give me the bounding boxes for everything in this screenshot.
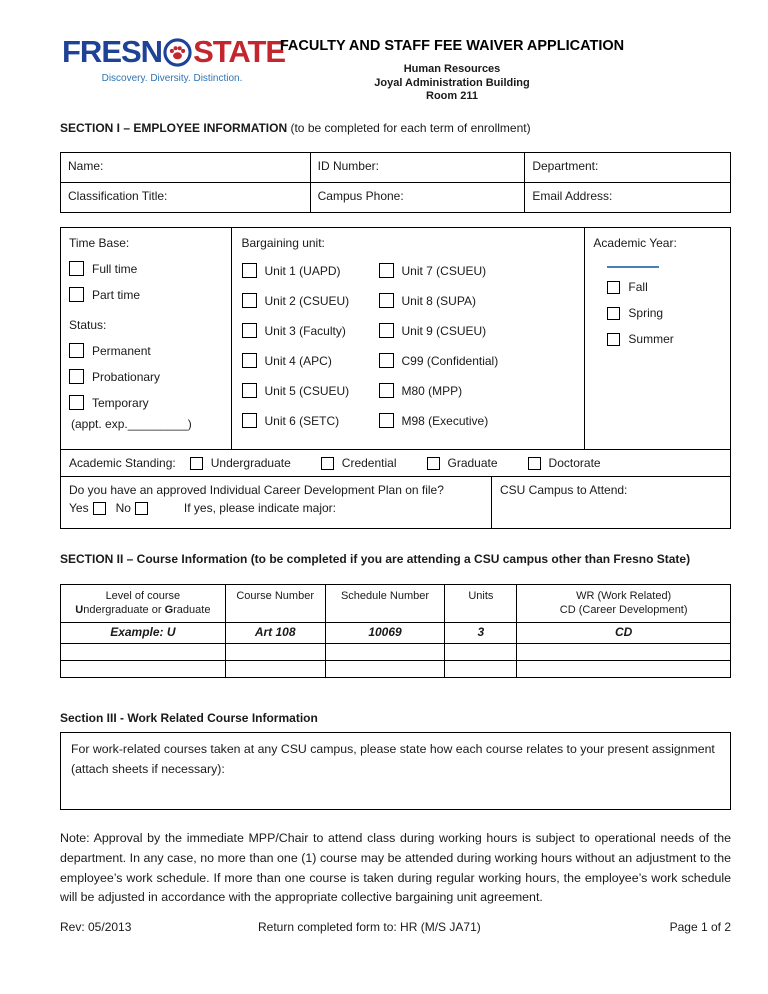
graduate-checkbox[interactable] — [427, 457, 440, 470]
level-end: raduate — [173, 604, 211, 616]
csu-campus-label: CSU Campus to Attend: — [500, 483, 628, 497]
level-u: U — [75, 604, 84, 616]
page-footer — [60, 920, 731, 934]
status-label: Status: — [69, 318, 107, 332]
undergraduate-checkbox[interactable] — [190, 457, 203, 470]
subtitle-building: Joyal Administration Building — [374, 76, 530, 89]
probationary-option — [69, 369, 225, 384]
summer-option — [607, 332, 724, 346]
entry-course-cell[interactable] — [226, 661, 326, 678]
full-time-checkbox[interactable] — [69, 261, 84, 276]
undergraduate-label: Undergraduate — [210, 456, 291, 470]
m98-option — [379, 413, 577, 428]
permanent-label: Permanent — [92, 343, 151, 358]
unit-4-label: Unit 4 (APC) — [264, 353, 332, 368]
name-field[interactable] — [61, 153, 311, 183]
m80-option — [379, 383, 577, 398]
unit-8-label: Unit 8 (SUPA) — [401, 293, 476, 308]
section1-heading — [60, 121, 731, 135]
unit-7-checkbox[interactable] — [379, 263, 394, 278]
department-label: Department: — [532, 159, 599, 173]
unit-1-option — [242, 263, 379, 278]
bargaining-unit-label: Bargaining unit: — [241, 236, 325, 250]
classification-title-field[interactable] — [61, 183, 311, 213]
career-plan-answer-row — [69, 501, 483, 515]
entry-wr-cell[interactable] — [517, 661, 731, 678]
entry-course-cell[interactable] — [226, 644, 326, 661]
wr-header-line2: CD (Career Development) — [559, 604, 688, 616]
permanent-checkbox[interactable] — [69, 343, 84, 358]
m98-checkbox[interactable] — [379, 413, 394, 428]
paw-icon — [163, 38, 192, 67]
logo-text-fresn: FRESN — [62, 34, 163, 69]
unit-3-option — [242, 323, 379, 338]
course-number-header-cell: Course Number — [226, 585, 326, 623]
academic-standing-row — [60, 450, 731, 477]
doctorate-checkbox[interactable] — [528, 457, 541, 470]
entry-units-cell[interactable] — [445, 661, 517, 678]
return-instructions: Return completed form to: HR (M/S JA71) — [258, 920, 481, 934]
logo-text-state: STATE — [193, 34, 286, 69]
section3-heading: Section III - Work Related Course Information — [60, 711, 318, 725]
academic-year-column — [584, 228, 730, 449]
employee-info-row — [61, 153, 731, 183]
doctorate-label: Doctorate — [548, 456, 601, 470]
bargaining-units-right — [379, 263, 577, 443]
unit-7-label: Unit 7 (CSUEU) — [401, 263, 487, 278]
probationary-checkbox[interactable] — [69, 369, 84, 384]
summer-label: Summer — [628, 332, 674, 346]
email-address-field[interactable] — [525, 183, 731, 213]
course-table-header-row — [61, 585, 731, 623]
fresno-state-logo — [62, 34, 286, 84]
logo-wordmark — [62, 34, 286, 70]
part-time-checkbox[interactable] — [69, 287, 84, 302]
example-wr-cell: CD — [517, 623, 731, 644]
unit-2-checkbox[interactable] — [242, 293, 257, 308]
example-level-cell: Example: U — [61, 623, 226, 644]
unit-1-checkbox[interactable] — [242, 263, 257, 278]
credential-label: Credential — [341, 456, 397, 470]
yes-checkbox[interactable] — [93, 502, 106, 515]
fall-checkbox[interactable] — [607, 281, 620, 294]
probationary-label: Probationary — [92, 369, 161, 384]
no-label: No — [115, 501, 131, 515]
m80-label: M80 (MPP) — [401, 383, 463, 398]
unit-3-checkbox[interactable] — [242, 323, 257, 338]
temporary-option — [69, 395, 225, 410]
summer-checkbox[interactable] — [607, 333, 620, 346]
unit-4-checkbox[interactable] — [242, 353, 257, 368]
unit-9-label: Unit 9 (CSUEU) — [401, 323, 487, 338]
graduate-option — [427, 456, 498, 470]
unit-9-checkbox[interactable] — [379, 323, 394, 338]
classification-title-label: Classification Title: — [68, 189, 168, 203]
section2-heading: SECTION II – Course Information (to be completed if you are attending a CSU campus other than Fresno State) — [60, 552, 691, 566]
schedule-number-header-cell: Schedule Number — [326, 585, 446, 623]
permanent-option — [69, 343, 225, 358]
career-plan-cell[interactable] — [61, 477, 491, 528]
temporary-label: Temporary — [92, 395, 149, 410]
example-schedule-cell: 10069 — [326, 623, 446, 644]
example-course-cell: Art 108 — [226, 623, 326, 644]
section1-heading-title: SECTION I – EMPLOYEE INFORMATION — [60, 121, 288, 135]
work-related-explanation-label: For work-related courses taken at any CSU campus, please state how each course relates to your present assignment (attach sheets if necessary): — [71, 742, 715, 776]
doctorate-option — [528, 456, 601, 470]
course-table-example-row — [61, 623, 731, 644]
level-mid: ndergraduate or — [83, 604, 165, 616]
subtitle-human-resources: Human Resources — [403, 63, 501, 75]
bargaining-unit-options — [242, 263, 577, 443]
page-number: Page 1 of 2 — [669, 920, 731, 934]
entry-units-cell[interactable] — [445, 644, 517, 661]
unit-6-checkbox[interactable] — [242, 413, 257, 428]
approval-note: Note: Approval by the immediate MPP/Chair to attend class during working hours is subject to operational needs of the department. In any case, no more than one (1) course may be attended during working hours without an adjustment to the employee’s work schedule. If more than one course is taken during regular working hours, the employee’s work schedule will be adjusted in accordance with the appropriate collective bargaining unit agreement. — [60, 831, 731, 905]
entry-level-cell[interactable] — [61, 661, 226, 678]
credential-option — [321, 456, 397, 470]
unit-2-label: Unit 2 (CSUEU) — [264, 293, 350, 308]
appt-exp-field[interactable]: (appt. exp._________) — [71, 417, 192, 431]
undergraduate-option — [190, 456, 291, 470]
employee-info-row — [61, 183, 731, 213]
employee-info-table — [60, 152, 731, 213]
unit-4-option — [242, 353, 379, 368]
entry-wr-cell[interactable] — [517, 644, 731, 661]
time-base-status-column — [61, 228, 231, 449]
m80-checkbox[interactable] — [379, 383, 394, 398]
wr-cd-header-cell — [517, 585, 731, 623]
work-related-explanation-box[interactable] — [60, 732, 731, 810]
academic-year-fill-line[interactable] — [607, 266, 659, 268]
part-time-option — [69, 287, 225, 302]
form-title: FACULTY AND STAFF FEE WAIVER APPLICATION — [279, 38, 625, 54]
unit-8-checkbox[interactable] — [379, 293, 394, 308]
units-header-cell: Units — [445, 585, 517, 623]
entry-schedule-cell[interactable] — [326, 661, 446, 678]
no-option — [116, 501, 148, 515]
title-block — [280, 38, 624, 104]
name-label: Name: — [68, 159, 104, 173]
yes-option — [69, 501, 106, 515]
unit-5-label: Unit 5 (CSUEU) — [264, 383, 350, 398]
unit-5-option — [242, 383, 379, 398]
graduate-label: Graduate — [447, 456, 498, 470]
level-header-line1: Level of course — [105, 590, 181, 602]
fall-label: Fall — [628, 280, 648, 294]
spring-option — [607, 306, 724, 320]
indicate-major-field[interactable]: If yes, please indicate major: — [183, 501, 336, 515]
course-table-entry-row — [61, 644, 731, 661]
id-number-field[interactable] — [311, 153, 526, 183]
unit-5-checkbox[interactable] — [242, 383, 257, 398]
temporary-checkbox[interactable] — [69, 395, 84, 410]
course-table-entry-row — [61, 661, 731, 678]
unit-6-option — [242, 413, 379, 428]
level-header-line2 — [61, 603, 225, 617]
credential-checkbox[interactable] — [321, 457, 334, 470]
career-plan-row — [60, 477, 731, 529]
full-time-label: Full time — [92, 261, 138, 276]
unit-6-label: Unit 6 (SETC) — [264, 413, 340, 428]
email-address-label: Email Address: — [532, 189, 613, 203]
yes-label: Yes — [69, 501, 89, 515]
wr-header-line1: WR (Work Related) — [576, 590, 672, 602]
part-time-label: Part time — [92, 287, 141, 302]
employment-detail-box — [60, 227, 731, 450]
department-field[interactable] — [525, 153, 731, 183]
id-number-label: ID Number: — [317, 159, 379, 173]
no-checkbox[interactable] — [135, 502, 148, 515]
example-units-cell: 3 — [445, 623, 517, 644]
bargaining-units-left — [242, 263, 379, 443]
course-info-table — [60, 584, 731, 678]
revision-date: Rev: 05/2013 — [60, 920, 132, 934]
fall-option — [607, 280, 724, 294]
spring-checkbox[interactable] — [607, 307, 620, 320]
bargaining-unit-column — [231, 228, 585, 449]
c99-option — [379, 353, 577, 368]
unit-9-option — [379, 323, 577, 338]
csu-campus-cell[interactable] — [491, 477, 730, 528]
unit-7-option — [379, 263, 577, 278]
section1-detail-block — [60, 227, 731, 529]
m98-label: M98 (Executive) — [401, 413, 489, 428]
full-time-option — [69, 261, 225, 276]
logo-tagline: Discovery. Diversity. Distinction. — [101, 73, 243, 84]
unit-8-option — [379, 293, 577, 308]
campus-phone-label: Campus Phone: — [317, 189, 404, 203]
level-g: G — [164, 604, 174, 616]
time-base-label: Time Base: — [69, 236, 130, 250]
academic-year-label: Academic Year: — [593, 236, 677, 250]
unit-3-label: Unit 3 (Faculty) — [264, 323, 346, 338]
academic-standing-label: Academic Standing: — [69, 456, 176, 470]
unit-1-label: Unit 1 (UAPD) — [264, 263, 341, 278]
level-header-cell — [61, 585, 226, 623]
section1-heading-note: (to be completed for each term of enrollment) — [287, 121, 531, 135]
entry-schedule-cell[interactable] — [326, 644, 446, 661]
subtitle-room: Room 211 — [426, 90, 478, 102]
campus-phone-field[interactable] — [311, 183, 526, 213]
unit-2-option — [242, 293, 379, 308]
c99-label: C99 (Confidential) — [401, 353, 499, 368]
c99-checkbox[interactable] — [379, 353, 394, 368]
spring-label: Spring — [628, 306, 664, 320]
career-plan-question: Do you have an approved Individual Career Development Plan on file? — [69, 483, 444, 497]
entry-level-cell[interactable] — [61, 644, 226, 661]
